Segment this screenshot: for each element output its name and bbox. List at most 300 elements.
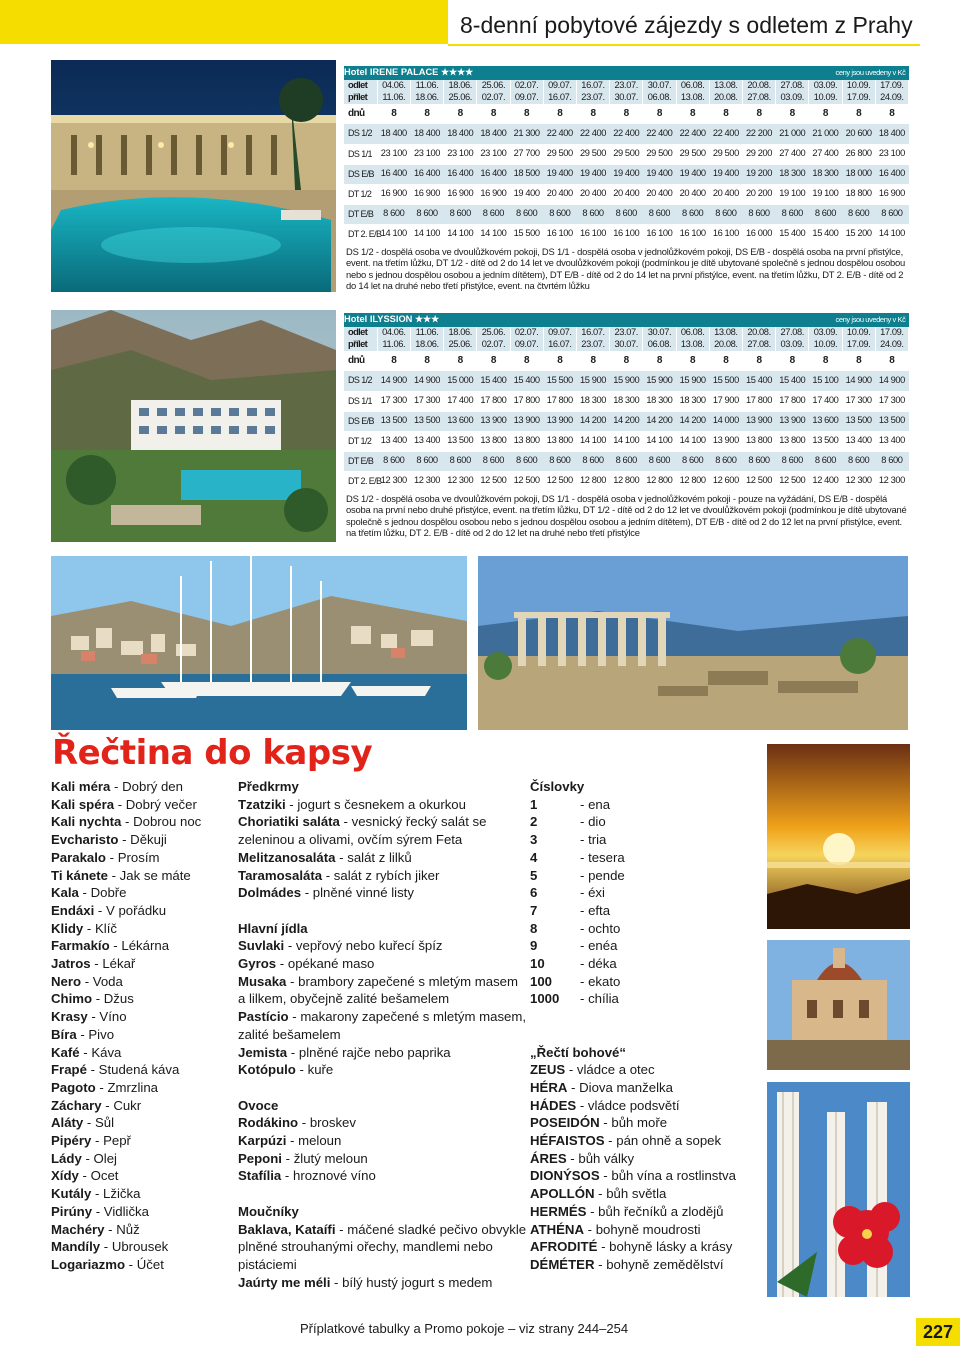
phrase-czech: Voda	[92, 973, 123, 989]
food-separator: -	[330, 1274, 343, 1290]
god-item	[530, 1238, 765, 1256]
departure-date: 25.06.	[477, 327, 510, 339]
price-cell: 17 400	[809, 391, 842, 411]
price-cell: 14 100	[676, 431, 709, 451]
phrase-item	[51, 813, 231, 831]
phrase-czech: Studená káva	[98, 1062, 180, 1078]
price-cell: 29 500	[643, 144, 676, 164]
arrival-label: přílet	[344, 92, 377, 104]
food-greek: Choriatiki saláta	[238, 814, 340, 830]
god-separator: -	[594, 1186, 607, 1202]
food-item	[238, 1061, 528, 1079]
number-digit: 10	[530, 956, 545, 972]
arrival-date: 25.06.	[444, 92, 477, 104]
departure-date: 17.09.	[875, 80, 908, 92]
price-cell: 13 500	[809, 431, 842, 451]
hotel-name: IRENE PALACE	[369, 67, 439, 78]
food-czech: broskev	[309, 1115, 356, 1131]
god-description: bůh války	[578, 1150, 635, 1166]
price-cell: 13 400	[410, 431, 443, 451]
price-cell: 13 500	[875, 411, 908, 431]
phrase-separator: -	[104, 1221, 117, 1237]
price-row	[344, 184, 909, 204]
price-cell: 12 800	[676, 471, 709, 491]
god-name: POSEIDÓN	[530, 1115, 600, 1131]
food-item	[238, 1167, 528, 1185]
price-cell: 23 100	[410, 144, 443, 164]
price-cell: 15 200	[842, 224, 875, 244]
god-description: pán ohně a sopek	[616, 1133, 722, 1149]
price-cell: 8 600	[477, 451, 510, 471]
arrival-date: 18.06.	[410, 92, 443, 104]
price-row	[344, 144, 909, 164]
price-cell: 23 100	[875, 144, 908, 164]
food-czech: meloun	[298, 1133, 342, 1149]
departure-date: 02.07.	[510, 327, 543, 339]
price-row	[344, 124, 909, 144]
price-cell: 15 100	[809, 371, 842, 391]
price-cell: 12 500	[742, 471, 775, 491]
food-separator: -	[284, 938, 296, 954]
price-cell: 8 600	[709, 451, 742, 471]
price-cell: 18 800	[842, 184, 875, 204]
footer-reference: Příplatkové tabulky a Promo pokoje – viz strany 244–254	[300, 1321, 629, 1336]
church-photo	[767, 940, 910, 1070]
page-header	[0, 0, 960, 52]
food-item	[238, 1114, 528, 1132]
number-word: tria	[588, 832, 607, 848]
god-separator: -	[604, 1133, 617, 1149]
days-value: 8	[875, 351, 908, 371]
number-digit: 1000	[530, 991, 560, 1007]
price-cell: 8 600	[377, 204, 410, 224]
price-cell: 15 400	[809, 224, 842, 244]
phrase-item	[51, 1061, 231, 1079]
phrase-czech: Lékárna	[121, 938, 170, 954]
food-czech: vesnický řecký salát se zeleninou a olivami, ovčím sýrem Feta	[238, 814, 487, 848]
price-cell: 19 400	[676, 164, 709, 184]
price-cell: 12 500	[543, 471, 576, 491]
days-value: 8	[543, 351, 576, 371]
phrase-item	[51, 973, 231, 991]
god-name: APOLLÓN	[530, 1186, 595, 1202]
food-greek: Dolmádes	[238, 885, 302, 901]
price-cell: 8 600	[444, 204, 477, 224]
god-separator: -	[576, 1097, 588, 1113]
price-cell: 8 600	[875, 204, 908, 224]
phrase-separator: -	[79, 1044, 92, 1060]
phrase-separator: -	[78, 885, 91, 901]
departure-label: odlet	[344, 327, 377, 339]
days-value: 8	[510, 351, 543, 371]
price-cell: 14 200	[643, 411, 676, 431]
price-cell: 16 400	[410, 164, 443, 184]
phrase-greek: Bíra	[51, 1026, 77, 1042]
phrase-czech: Dobře	[90, 885, 127, 901]
price-row	[344, 371, 909, 391]
number-digit: 8	[530, 920, 538, 936]
food-greek: Musaka	[238, 973, 287, 989]
departure-date: 04.06.	[377, 80, 410, 92]
phrase-greek: Xídy	[51, 1168, 79, 1184]
price-cell: 14 900	[842, 371, 875, 391]
price-cell: 13 900	[477, 411, 510, 431]
days-value: 8	[875, 104, 908, 124]
food-separator: -	[276, 956, 288, 972]
price-cell: 22 400	[709, 124, 742, 144]
phrase-separator: -	[81, 1150, 94, 1166]
phrase-greek: Parakalo	[51, 849, 106, 865]
departure-date: 09.07.	[543, 327, 576, 339]
phrase-item	[51, 1079, 231, 1097]
number-item	[530, 849, 765, 867]
phrase-greek: Logariazmo	[51, 1256, 126, 1272]
food-item	[238, 884, 528, 902]
phrase-czech: Nůž	[116, 1221, 140, 1237]
price-cell: 15 900	[610, 371, 643, 391]
phrasebook-title: Řečtina do kapsy	[52, 733, 373, 773]
phrase-greek: Pagoto	[51, 1079, 96, 1095]
food-czech: brambory zapečené s mletým masem a lilkem, obyčejně zalité bešamelem	[238, 973, 518, 1007]
phrase-greek: Klidy	[51, 920, 84, 936]
days-value: 8	[576, 104, 609, 124]
price-cell: 12 400	[809, 471, 842, 491]
phrase-separator: -	[76, 1026, 89, 1042]
pricelist-irene	[344, 66, 909, 245]
god-item	[530, 1114, 765, 1132]
price-cell: 12 600	[709, 471, 742, 491]
columns-hibiscus-photo	[767, 1082, 910, 1297]
phrase-czech: Jak se máte	[119, 867, 191, 883]
price-cell: 16 400	[875, 164, 908, 184]
number-item	[530, 831, 765, 849]
phrase-item	[51, 1026, 231, 1044]
departure-date: 13.08.	[709, 80, 742, 92]
price-cell: 20 400	[610, 184, 643, 204]
price-cell: 13 800	[510, 431, 543, 451]
price-cell: 14 100	[875, 224, 908, 244]
number-separator: -	[580, 902, 589, 918]
god-name: HÉRA	[530, 1079, 568, 1095]
phrase-item	[51, 1044, 231, 1062]
section-spacer	[238, 1079, 528, 1097]
price-cell: 17 300	[842, 391, 875, 411]
food-section-heading: Předkrmy	[238, 779, 299, 794]
departure-date: 27.08.	[776, 80, 809, 92]
header-yellow-band	[0, 0, 448, 44]
price-cell: 8 600	[377, 451, 410, 471]
food-item	[238, 1008, 528, 1043]
food-greek: Jaúrty me méli	[238, 1274, 331, 1290]
phrase-czech: Džus	[103, 991, 134, 1007]
price-cell: 29 200	[742, 144, 775, 164]
number-word: ekato	[588, 973, 621, 989]
price-cell: 16 400	[377, 164, 410, 184]
phrase-separator: -	[94, 902, 106, 918]
food-czech: jogurt s česnekem a okurkou	[297, 796, 466, 812]
section-spacer	[530, 1026, 765, 1044]
price-cell: 22 200	[742, 124, 775, 144]
food-czech: hroznové víno	[292, 1168, 376, 1184]
price-cell: 8 600	[776, 451, 809, 471]
price-cell: 20 400	[676, 184, 709, 204]
food-czech: vepřový nebo kuřecí špíz	[295, 938, 443, 954]
price-cell: 15 400	[742, 371, 775, 391]
price-cell: 18 400	[477, 124, 510, 144]
price-cell: 15 400	[477, 371, 510, 391]
number-digit: 4	[530, 849, 538, 865]
price-row	[344, 224, 909, 244]
phrase-separator: -	[125, 1256, 137, 1272]
price-cell: 22 400	[643, 124, 676, 144]
price-cell: 16 900	[477, 184, 510, 204]
price-row	[344, 391, 909, 411]
phrase-greek: Chimo	[51, 991, 93, 1007]
price-cell: 12 300	[377, 471, 410, 491]
price-row	[344, 471, 909, 491]
arrival-date: 13.08.	[676, 92, 709, 104]
food-item	[238, 849, 528, 867]
days-value: 8	[477, 351, 510, 371]
price-cell: 8 600	[776, 204, 809, 224]
gods-heading: „Řečtí bohové“	[530, 1044, 626, 1060]
arrival-date: 03.09.	[776, 339, 809, 351]
price-cell: 14 100	[643, 431, 676, 451]
hotel-irene-photo	[51, 60, 336, 292]
food-separator: -	[335, 849, 348, 865]
arrival-date: 11.06.	[377, 92, 410, 104]
price-cell: 8 600	[709, 204, 742, 224]
price-cell: 21 000	[776, 124, 809, 144]
god-description: Diova manželka	[579, 1079, 673, 1095]
food-greek: Suvlaki	[238, 938, 285, 954]
price-cell: 16 900	[444, 184, 477, 204]
arrival-date: 20.08.	[709, 339, 742, 351]
price-legend-note: DS 1/2 - dospělá osoba ve dvoulůžkovém pokoji, DS 1/1 - dospělá osoba v jednolůžkovém pokoji, DS E/B - dospělá osoba na první přistýlce, event. na třetím lůžku, DT 1/2 - dítě od 2 do 14 let ve dvoulůžkovém pokoji (podmínkou je dítě ubytované společně s jednou dospělou osobou nebo s jednou dospělou osobou a jedním dítětem), DT E/B - dítě od 2 do 14 let na první přistýlce, event. na třetím lůžku, DT 2. E/B - dítě od 2 do 14 let na druhé nebo třetí přistýlce, event. na čtvrtém lůžku	[346, 245, 906, 292]
departure-date: 10.09.	[842, 327, 875, 339]
food-greek: Karpúzi	[238, 1133, 287, 1149]
phrase-item	[51, 867, 231, 885]
phrase-separator: -	[78, 1168, 91, 1184]
days-value: 8	[709, 351, 742, 371]
number-separator: -	[580, 920, 589, 936]
price-cell: 14 200	[676, 411, 709, 431]
departure-date: 11.06.	[410, 327, 443, 339]
price-cell: 13 400	[842, 431, 875, 451]
price-cell: 12 500	[776, 471, 809, 491]
price-cell: 18 500	[510, 164, 543, 184]
days-label: dnů	[344, 104, 377, 124]
phrase-item	[51, 920, 231, 938]
number-item	[530, 796, 765, 814]
god-description: vládce podsvětí	[587, 1097, 680, 1113]
god-description: bohyně zemědělství	[606, 1256, 724, 1272]
price-cell: 16 400	[477, 164, 510, 184]
phrase-czech: Dobrou noc	[133, 814, 202, 830]
phrase-czech: Účet	[136, 1256, 164, 1272]
food-separator: -	[322, 867, 334, 883]
phrase-separator: -	[83, 1115, 95, 1131]
room-type-label: DT 2. E/B	[344, 224, 377, 244]
phrase-separator: -	[100, 1239, 112, 1255]
arrival-date: 16.07.	[543, 339, 576, 351]
days-value: 8	[742, 351, 775, 371]
days-label: dnů	[344, 351, 377, 371]
phrase-item	[51, 1114, 231, 1132]
price-cell: 19 200	[742, 164, 775, 184]
arrival-date: 17.09.	[842, 92, 875, 104]
price-cell: 13 900	[510, 411, 543, 431]
price-cell: 26 800	[842, 144, 875, 164]
phrase-greek: Jatros	[51, 956, 91, 972]
food-separator: -	[335, 1221, 348, 1237]
number-separator: -	[580, 991, 589, 1007]
number-separator: -	[580, 832, 589, 848]
price-cell: 17 800	[776, 391, 809, 411]
phrase-item	[51, 1203, 231, 1221]
numbers-gods-column	[530, 778, 765, 1274]
price-cell: 8 600	[410, 451, 443, 471]
price-cell: 14 100	[576, 431, 609, 451]
number-word: efta	[588, 902, 611, 918]
price-cell: 13 800	[543, 431, 576, 451]
price-cell: 16 100	[709, 224, 742, 244]
number-separator: -	[580, 849, 589, 865]
price-cell: 20 400	[643, 184, 676, 204]
food-greek: Gyros	[238, 956, 277, 972]
arrival-label: přílet	[344, 339, 377, 351]
days-value: 8	[610, 351, 643, 371]
departure-date: 06.08.	[676, 80, 709, 92]
price-cell: 17 400	[444, 391, 477, 411]
phrase-czech: Lžička	[103, 1186, 141, 1202]
phrase-item	[51, 1256, 231, 1274]
price-cell: 19 100	[809, 184, 842, 204]
food-separator: -	[286, 973, 299, 989]
price-cell: 16 100	[610, 224, 643, 244]
departure-date: 17.09.	[875, 327, 908, 339]
price-cell: 29 500	[610, 144, 643, 164]
phrase-separator: -	[83, 920, 95, 936]
food-item	[238, 1221, 528, 1274]
phrase-greek: Endáxi	[51, 902, 95, 918]
price-cell: 27 400	[809, 144, 842, 164]
phrase-czech: Pivo	[88, 1026, 115, 1042]
number-item	[530, 920, 765, 938]
price-cell: 8 600	[842, 451, 875, 471]
days-value: 8	[444, 351, 477, 371]
food-greek: Rodákino	[238, 1115, 299, 1131]
food-czech: žlutý meloun	[293, 1150, 368, 1166]
price-cell: 8 600	[510, 204, 543, 224]
food-item	[238, 813, 528, 848]
room-type-label: DS 1/2	[344, 124, 377, 144]
days-value: 8	[444, 104, 477, 124]
days-value: 8	[842, 104, 875, 124]
number-item	[530, 955, 765, 973]
food-separator: -	[281, 1168, 293, 1184]
price-cell: 8 600	[742, 204, 775, 224]
hotel-name-cell	[344, 313, 643, 327]
departure-date: 09.07.	[543, 80, 576, 92]
price-cell: 8 600	[543, 204, 576, 224]
days-value: 8	[643, 351, 676, 371]
price-cell: 16 900	[410, 184, 443, 204]
arrival-date: 17.09.	[842, 339, 875, 351]
phrase-separator: -	[86, 1062, 99, 1078]
price-cell: 8 600	[643, 204, 676, 224]
arrival-date: 23.07.	[576, 339, 609, 351]
phrase-item	[51, 955, 231, 973]
god-separator: -	[594, 1256, 607, 1272]
room-type-label: DT 1/2	[344, 184, 377, 204]
phrase-item	[51, 1132, 231, 1150]
departure-date: 27.08.	[776, 327, 809, 339]
number-digit: 2	[530, 814, 538, 830]
price-cell: 17 800	[477, 391, 510, 411]
arrival-date: 23.07.	[576, 92, 609, 104]
god-item	[530, 1061, 765, 1079]
arrival-date: 03.09.	[776, 92, 809, 104]
room-type-label: DS E/B	[344, 164, 377, 184]
food-greek: Taramosaláta	[238, 867, 323, 883]
god-item	[530, 1132, 765, 1150]
phrase-greek: Machéry	[51, 1221, 105, 1237]
prices-currency-note: ceny jsou uvedeny v Kč	[643, 313, 909, 327]
arrival-date: 10.09.	[809, 339, 842, 351]
god-name: HÉFAISTOS	[530, 1133, 605, 1149]
room-type-label: DS E/B	[344, 411, 377, 431]
arrival-date: 13.08.	[676, 339, 709, 351]
price-cell: 13 800	[742, 431, 775, 451]
price-cell: 16 900	[377, 184, 410, 204]
number-separator: -	[580, 956, 589, 972]
departure-date: 03.09.	[809, 327, 842, 339]
phrase-greek: Pirúny	[51, 1203, 93, 1219]
phrase-separator: -	[95, 1079, 108, 1095]
departure-date: 30.07.	[643, 80, 676, 92]
price-cell: 14 200	[576, 411, 609, 431]
number-item	[530, 937, 765, 955]
arrival-date: 11.06.	[377, 339, 410, 351]
phrase-greek: Pipéry	[51, 1133, 92, 1149]
price-cell: 14 100	[444, 224, 477, 244]
phrase-separator: -	[87, 1009, 100, 1025]
price-cell: 19 400	[576, 164, 609, 184]
food-czech: salát z lilků	[347, 849, 412, 865]
god-name: ÁRES	[530, 1150, 567, 1166]
days-value: 8	[709, 104, 742, 124]
arrival-date: 09.07.	[510, 339, 543, 351]
price-cell: 12 300	[410, 471, 443, 491]
phrase-czech: Dobrý den	[122, 779, 183, 794]
days-value: 8	[809, 351, 842, 371]
phrase-czech: V pořádku	[105, 902, 167, 918]
god-separator: -	[583, 1221, 596, 1237]
hotel-label: Hotel	[344, 67, 368, 78]
price-cell: 22 400	[543, 124, 576, 144]
food-czech: salát z rybích jiker	[333, 867, 440, 883]
phrase-czech: Cukr	[113, 1097, 142, 1113]
price-cell: 29 500	[709, 144, 742, 164]
god-item	[530, 1079, 765, 1097]
price-table-ilyssion	[344, 313, 909, 539]
departure-date: 25.06.	[477, 80, 510, 92]
price-cell: 16 900	[875, 184, 908, 204]
phrase-item	[51, 1008, 231, 1026]
phrase-czech: Víno	[99, 1009, 127, 1025]
days-value: 8	[776, 104, 809, 124]
